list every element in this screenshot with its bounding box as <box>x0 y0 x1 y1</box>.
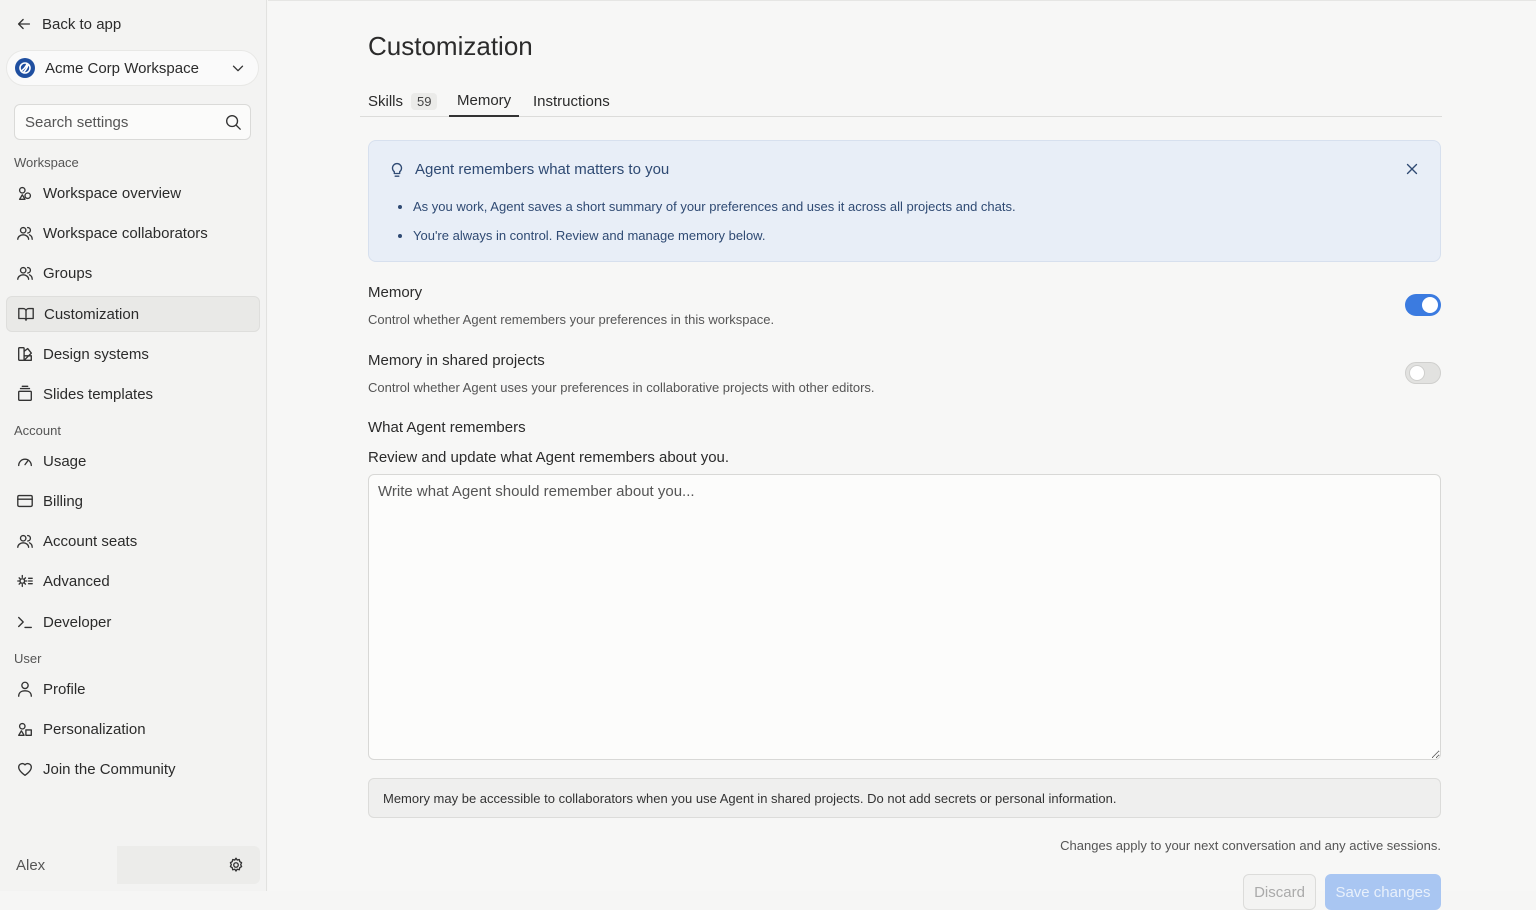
memory-warning-notice: Memory may be accessible to collaborators when you use Agent in shared projects. Do not add secrets or personal information. <box>368 778 1441 818</box>
info-bullet: • You're always in control. Review and manage memory below. <box>413 228 1016 244</box>
skills-count-badge: 59 <box>411 93 437 110</box>
sidebar-item-personalization[interactable] <box>6 711 260 747</box>
user-bar <box>6 846 260 884</box>
tab-skills-label: Skills <box>368 92 404 110</box>
tab-memory-label: Memory <box>457 91 512 109</box>
search-icon[interactable] <box>224 112 242 132</box>
book-open-icon <box>16 304 36 324</box>
lightbulb-icon <box>387 159 407 179</box>
memory-setting-desc: Control whether Agent remembers your preferences in this workspace. <box>368 312 775 327</box>
user-icon <box>15 679 35 699</box>
credit-card-icon <box>15 491 35 511</box>
sidebar-item-label: Developer <box>43 613 112 631</box>
tab-skills[interactable] <box>360 85 445 117</box>
workspace-name: Acme Corp Workspace <box>45 59 199 77</box>
apply-note: Changes apply to your next conversation and any active sessions. <box>1060 838 1441 853</box>
sidebar-item-slides-templates[interactable] <box>6 376 260 412</box>
sidebar-item-developer[interactable] <box>6 604 260 640</box>
sidebar-item-label: Personalization <box>43 720 146 738</box>
toggle-knob <box>1422 297 1438 313</box>
shapes-icon <box>15 183 35 203</box>
info-banner-title-text: Agent remembers what matters to you <box>415 160 670 178</box>
sidebar-item-advanced[interactable] <box>6 563 260 599</box>
sidebar-item-label: Join the Community <box>43 760 176 778</box>
shared-memory-setting-label: Memory in shared projects <box>368 352 545 369</box>
customization-tabs <box>360 85 1442 117</box>
sidebar-item-label: Account seats <box>43 532 138 550</box>
section-label-user: User <box>14 651 42 666</box>
gauge-icon <box>15 451 35 471</box>
what-agent-remembers-desc: Review and update what Agent remembers about you. <box>368 449 730 466</box>
slides-stack-icon <box>15 384 35 404</box>
sidebar-item-workspace-overview[interactable] <box>6 175 260 211</box>
user-name: Alex <box>6 846 117 884</box>
sidebar-item-customization[interactable] <box>6 296 260 332</box>
sidebar-item-label: Slides templates <box>43 385 154 403</box>
sidebar-item-account-seats[interactable] <box>6 523 260 559</box>
settings-sidebar <box>0 0 267 891</box>
section-label-workspace: Workspace <box>14 155 79 170</box>
save-changes-button[interactable]: Save changes <box>1325 874 1441 910</box>
toggle-knob <box>1409 365 1425 381</box>
sidebar-item-label: Workspace overview <box>43 184 182 202</box>
heart-icon <box>15 759 35 779</box>
search-settings-input[interactable] <box>25 114 224 131</box>
discard-button[interactable]: Discard <box>1243 874 1316 910</box>
tab-instructions[interactable] <box>525 85 618 117</box>
back-to-app-link[interactable] <box>14 12 121 36</box>
sidebar-item-label: Design systems <box>43 345 149 363</box>
what-agent-remembers-label: What Agent remembers <box>368 419 526 436</box>
settings-main <box>268 0 1536 901</box>
sidebar-item-billing[interactable] <box>6 483 260 519</box>
sidebar-item-groups[interactable] <box>6 255 260 291</box>
gear-icon <box>226 855 246 875</box>
section-label-account: Account <box>14 423 61 438</box>
sidebar-item-label: Groups <box>43 264 93 282</box>
memory-toggle[interactable] <box>1405 294 1441 316</box>
sidebar-item-label: Billing <box>43 492 84 510</box>
workspace-logo-icon <box>15 58 35 78</box>
page-title: Customization <box>368 31 533 61</box>
sidebar-item-label: Workspace collaborators <box>43 224 208 242</box>
search-settings-box <box>14 104 251 140</box>
close-icon[interactable] <box>1402 159 1422 179</box>
sidebar-item-profile[interactable] <box>6 671 260 707</box>
sidebar-item-design-systems[interactable] <box>6 336 260 372</box>
group-icon <box>15 263 35 283</box>
sidebar-item-label: Advanced <box>43 572 110 590</box>
tab-instructions-label: Instructions <box>533 92 610 110</box>
shared-memory-toggle[interactable] <box>1405 362 1441 384</box>
users-icon <box>15 223 35 243</box>
gear-list-icon <box>15 571 35 591</box>
terminal-icon <box>15 612 35 632</box>
memory-setting-label: Memory <box>368 284 423 301</box>
info-banner-title <box>387 159 669 179</box>
shapes-icon <box>15 719 35 739</box>
chevron-down-icon <box>228 58 248 78</box>
arrow-left-icon <box>14 14 34 34</box>
sidebar-item-label: Customization <box>44 305 140 323</box>
user-settings-button[interactable] <box>117 846 260 884</box>
sidebar-item-usage[interactable] <box>6 443 260 479</box>
info-banner-list <box>413 199 1016 257</box>
workspace-selector[interactable] <box>6 50 259 86</box>
sidebar-item-workspace-collaborators[interactable] <box>6 215 260 251</box>
info-bullet: • As you work, Agent saves a short summary of your preferences and uses it across all projects and chats. <box>413 199 1016 215</box>
memory-info-banner <box>368 140 1441 262</box>
sidebar-item-label: Profile <box>43 680 86 698</box>
users-icon <box>15 531 35 551</box>
memory-textarea[interactable] <box>368 474 1441 760</box>
sidebar-item-join-community[interactable] <box>6 751 260 787</box>
sidebar-item-label: Usage <box>43 452 87 470</box>
back-to-app-label: Back to app <box>42 15 122 33</box>
palette-icon <box>15 344 35 364</box>
tab-memory[interactable] <box>449 85 519 117</box>
shared-memory-setting-desc: Control whether Agent uses your preferences in collaborative projects with other editors. <box>368 380 875 395</box>
